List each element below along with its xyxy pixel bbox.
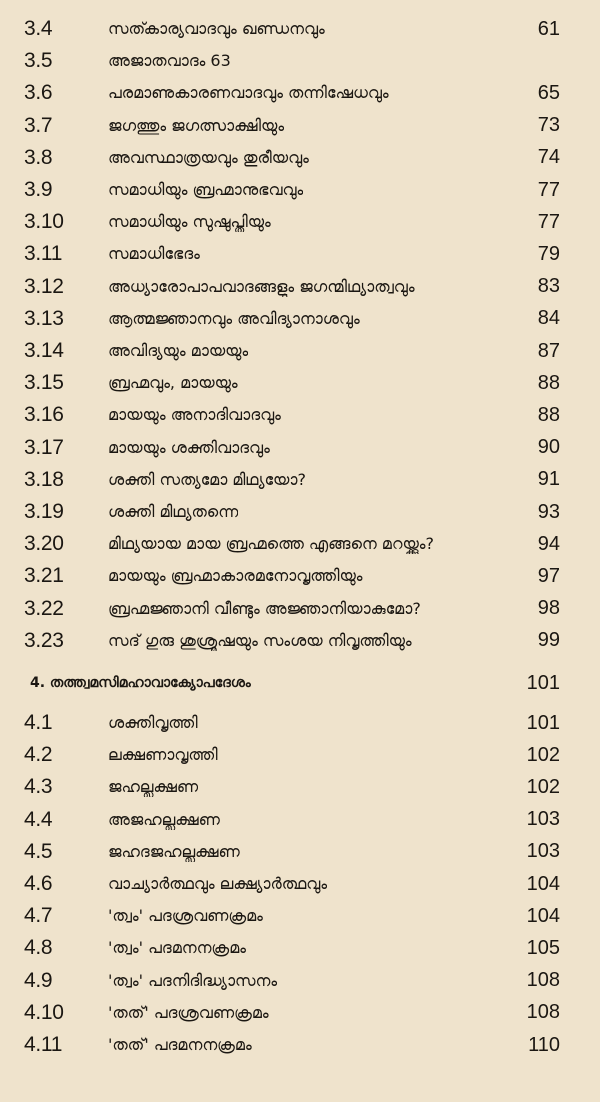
toc-entry — [0, 433, 600, 463]
toc-entry — [0, 368, 600, 398]
toc-entry — [0, 529, 600, 559]
toc-entry — [0, 561, 600, 591]
toc-entry — [0, 626, 600, 656]
section-title: സമാധിയും ബ്രഹ്മാനുഭവവും — [108, 180, 304, 199]
page-number: 79 — [537, 242, 560, 265]
section-number: 4.6 — [24, 872, 53, 895]
section-number: 3.20 — [24, 532, 64, 556]
section-number: 3.17 — [24, 435, 64, 459]
section-number: 3.13 — [24, 306, 64, 330]
toc-entry — [0, 998, 600, 1028]
toc-entry — [0, 1030, 600, 1060]
toc-entry — [0, 837, 600, 867]
section-number: 3.11 — [24, 242, 63, 266]
toc-entry — [0, 143, 600, 173]
section-number: 4.3 — [24, 775, 53, 799]
section-title: ശക്തി സത്യമോ മിഥ്യയോ? — [108, 469, 306, 489]
page-number: 91 — [537, 468, 560, 491]
toc-entry — [0, 708, 600, 738]
section-title: മായയും ബ്രഹ്മാകാരമനോവൃത്തിയും — [108, 566, 363, 586]
page-number: 77 — [537, 210, 560, 233]
page-number: 99 — [537, 629, 560, 652]
section-number: 3.8 — [24, 145, 53, 169]
page-number: 65 — [537, 81, 560, 104]
page-number: 88 — [537, 371, 560, 394]
section-number: 3.22 — [24, 596, 64, 620]
toc-entry — [0, 497, 600, 527]
section-number: 4.9 — [24, 968, 53, 992]
toc-entry — [0, 14, 600, 44]
section-title: ബ്രഹ്മജ്ഞാനി വീണ്ടും അജ്ഞാനിയാകുമോ? — [108, 598, 421, 618]
section-number: 4.7 — [24, 904, 53, 928]
section-number: 3.5 — [24, 49, 53, 73]
toc-entry — [0, 805, 600, 835]
section-title: മിഥ്യയായ മായ ബ്രഹ്മത്തെ എങ്ങനെ മറയ്ക്കും? — [108, 534, 434, 554]
toc-entry — [0, 78, 600, 108]
page-number: 102 — [526, 743, 560, 766]
page-number: 88 — [537, 403, 560, 426]
section-title: ജഹല്ലക്ഷണ — [108, 777, 199, 797]
section-title: 'ത്വം' പദശ്രവണക്രമം — [108, 906, 263, 926]
page-number: 74 — [537, 146, 560, 169]
page-number: 93 — [537, 500, 560, 523]
section-title: ബ്രഹ്മവും, മായയും — [108, 373, 238, 393]
page-number: 104 — [526, 904, 560, 927]
section-title: 'തത്' പദമനനക്രമം — [108, 1035, 252, 1054]
page-number: 102 — [526, 775, 560, 798]
section-title: അജഹല്ലക്ഷണ — [108, 809, 220, 829]
toc-entry — [0, 400, 600, 430]
section-number: 3.4 — [24, 17, 53, 40]
section-title: സത്കാര്യവാദവും ഖണ്ഡനവും — [108, 19, 325, 38]
toc-entry — [0, 772, 600, 802]
toc-entry — [0, 336, 600, 366]
page-number: 83 — [537, 275, 560, 298]
toc-entry — [0, 901, 600, 931]
section-number: 4.11 — [24, 1033, 63, 1056]
section-number: 4.8 — [24, 936, 53, 960]
page-number: 103 — [526, 840, 560, 863]
page-number: 61 — [537, 17, 560, 40]
section-number: 3.16 — [24, 403, 64, 427]
toc-entry — [0, 239, 600, 269]
section-number: 3.10 — [24, 210, 64, 234]
section-number: 3.9 — [24, 178, 53, 201]
section-title: 'തത്' പദശ്രവണക്രമം — [108, 1002, 269, 1022]
toc-entry — [0, 594, 600, 624]
page-number: 98 — [537, 597, 560, 620]
section-title: ആത്മജ്ഞാനവും അവിദ്യാനാശവും — [108, 308, 360, 328]
toc-entry — [0, 966, 600, 996]
toc-entry — [0, 740, 600, 770]
page-number: 77 — [537, 178, 560, 201]
chapter-heading — [0, 668, 600, 698]
section-title: ശക്തി മിഥ്യതന്നെ — [108, 502, 239, 521]
section-title: 'ത്വം' പദനിദിദ്ധ്യാസനം — [108, 970, 278, 990]
section-title: ലക്ഷണാവൃത്തി — [108, 745, 218, 765]
section-number: 3.19 — [24, 500, 64, 523]
section-number: 4.2 — [24, 743, 53, 767]
section-number: 3.18 — [24, 467, 64, 491]
page-number: 108 — [526, 969, 560, 992]
section-number: 3.7 — [24, 113, 53, 137]
section-title: അജാതവാദം 63 — [108, 51, 231, 71]
section-title: ശക്തിവൃത്തി — [108, 713, 198, 732]
section-title: മായയും ശക്തിവാദവും — [108, 437, 270, 457]
toc-entry — [0, 175, 600, 205]
page-number: 90 — [537, 436, 560, 459]
section-number: 4.1 — [24, 711, 53, 734]
section-title: സമാധിഭേദം — [108, 244, 200, 264]
toc-entry — [0, 46, 600, 76]
section-title: 'ത്വം' പദമനനക്രമം — [108, 938, 246, 958]
section-number: 3.21 — [24, 564, 64, 588]
page-number: 97 — [537, 564, 560, 587]
section-number: 3.6 — [24, 81, 53, 105]
section-number: 3.12 — [24, 274, 64, 298]
page-number: 87 — [537, 339, 560, 362]
section-title: 4. തത്ത്വമസിമഹാവാക്യോപദേശം — [30, 675, 251, 691]
page-number: 104 — [526, 872, 560, 895]
section-title: സദ് ഗുരു ശുശ്രൂഷയും സംശയ നിവൃത്തിയും — [108, 630, 412, 650]
section-title: ജഗത്തും ജഗത്സാക്ഷിയും — [108, 115, 285, 135]
page-number: 84 — [537, 307, 560, 330]
section-title: അധ്യാരോപാപവാദങ്ങളും ജഗന്മിഥ്യാത്വവും — [108, 276, 415, 296]
toc-entry — [0, 272, 600, 302]
section-title: അവസ്ഥാത്രയവും തുരീയവും — [108, 147, 309, 167]
page-number: 94 — [537, 532, 560, 555]
toc-entry — [0, 111, 600, 141]
section-number: 3.15 — [24, 371, 64, 395]
toc-entry — [0, 465, 600, 495]
section-number: 4.10 — [24, 1000, 64, 1024]
section-number: 3.14 — [24, 339, 64, 362]
page-number: 105 — [526, 936, 560, 959]
page-number: 108 — [526, 1001, 560, 1024]
toc-entry — [0, 304, 600, 334]
toc-entry — [0, 933, 600, 963]
page-number: 73 — [537, 114, 560, 137]
section-title: സമാധിയും സുഷുപ്തിയും — [108, 212, 271, 232]
section-title: മായയും അനാദിവാദവും — [108, 405, 281, 425]
section-title: പരമാണുകാരണവാദവും തന്നിഷേധവും — [108, 83, 389, 103]
page-number: 103 — [526, 808, 560, 831]
page-number: 110 — [528, 1033, 560, 1056]
section-title: അവിദ്യയും മായയും — [108, 341, 249, 360]
section-number: 3.23 — [24, 628, 64, 652]
section-number: 4.5 — [24, 839, 53, 863]
page-number: 101 — [526, 671, 560, 694]
section-number: 4.4 — [24, 807, 53, 831]
toc-entry — [0, 869, 600, 899]
toc-entry — [0, 207, 600, 237]
section-title: ജഹദജഹല്ലക്ഷണ — [108, 841, 240, 861]
page-number: 101 — [526, 711, 560, 734]
section-title: വാച്യാർത്ഥവും ലക്ഷ്യാർത്ഥവും — [108, 874, 328, 893]
